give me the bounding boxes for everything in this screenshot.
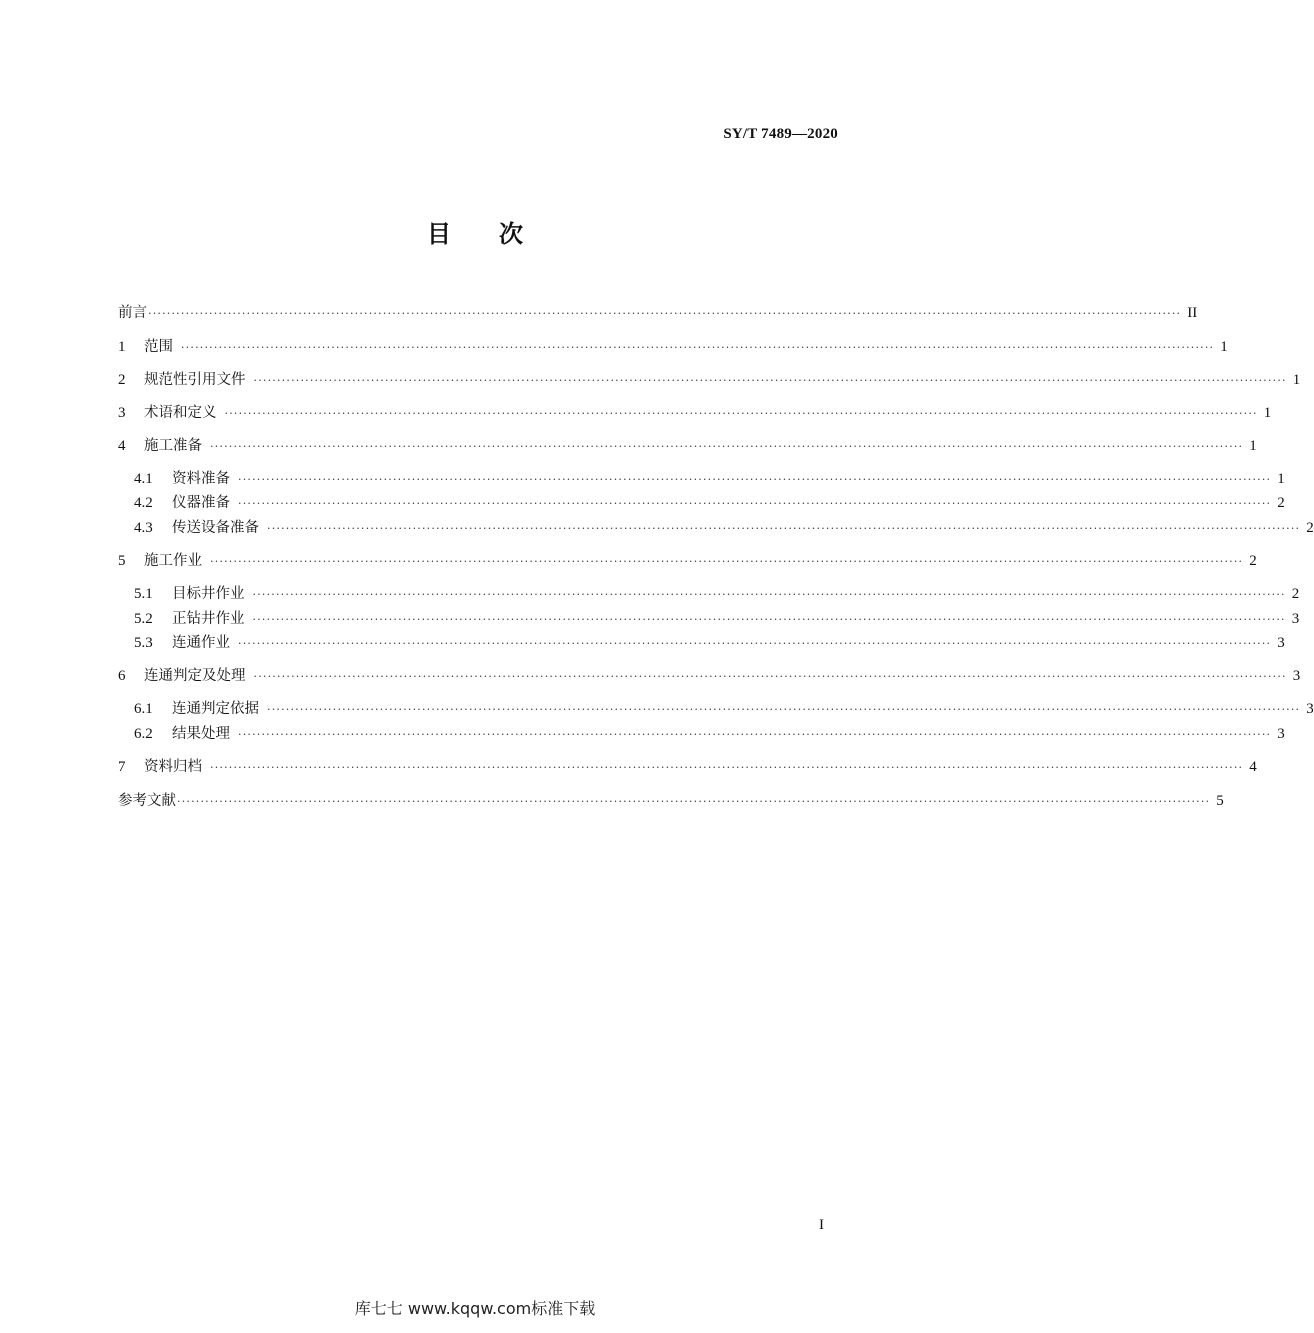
toc-entry-number: 4.3 <box>134 520 153 536</box>
toc-entry-number: 6 <box>118 668 126 684</box>
toc-entry-number: 6.2 <box>134 726 153 742</box>
toc-entry-page: 3 <box>1292 668 1301 684</box>
toc-entry-label: 前言 <box>118 305 147 321</box>
toc-entry-label: 结果处理 <box>172 726 230 742</box>
toc-entry-page: 2 <box>1277 495 1285 511</box>
toc-entry-label: 规范性引用文件 <box>144 372 246 388</box>
toc-entry-label: 连通判定及处理 <box>144 668 246 684</box>
toc-entry[interactable] <box>134 607 1300 631</box>
toc-entry-number: 5.2 <box>134 611 153 627</box>
toc-entry[interactable] <box>118 301 1198 325</box>
toc-entry-page: 1 <box>1263 405 1272 421</box>
toc-entry-page: II <box>1187 305 1198 321</box>
toc-entry-page: 3 <box>1306 701 1314 717</box>
toc-entry[interactable] <box>134 467 1285 491</box>
toc-dot-leader: ···························································································································································································································· <box>177 795 1211 808</box>
toc-dot-leader: ···························································································································································································································· <box>210 555 1244 568</box>
toc-entry-page: 3 <box>1277 635 1285 651</box>
toc-entry-number: 6.1 <box>134 701 153 717</box>
toc-dot-leader: ···························································································································································································································· <box>224 407 1258 420</box>
toc-dot-leader: ···························································································································································································································· <box>148 307 1182 320</box>
toc-entry[interactable] <box>134 516 1314 540</box>
page-title: 目次 <box>427 220 571 248</box>
toc-entry-page: 1 <box>1249 438 1257 454</box>
toc-dot-leader: ···························································································································································································································· <box>267 703 1301 716</box>
toc-entry-number: 5 <box>118 553 126 569</box>
toc-dot-leader: ···························································································································································································································· <box>238 497 1272 510</box>
toc-entry-number: 1 <box>118 339 126 355</box>
toc-entry-label: 施工作业 <box>144 553 202 569</box>
toc-entry[interactable] <box>118 755 1257 779</box>
toc-entry-label: 施工准备 <box>144 438 202 454</box>
toc-entry-number: 3 <box>118 405 126 421</box>
toc-entry-number: 4 <box>118 438 126 454</box>
toc-dot-leader: ···························································································································································································································· <box>210 440 1244 453</box>
toc-entry-label: 目标井作业 <box>172 586 245 602</box>
toc-dot-leader: ···························································································································································································································· <box>252 588 1286 601</box>
toc-entry-label: 传送设备准备 <box>172 520 259 536</box>
toc-entry[interactable] <box>118 335 1228 359</box>
toc-entry[interactable] <box>134 722 1285 746</box>
toc-entry-page: 3 <box>1291 611 1300 627</box>
toc-entry[interactable] <box>134 582 1300 606</box>
toc-dot-leader: ···························································································································································································································· <box>252 613 1286 626</box>
toc-dot-leader: ···························································································································································································································· <box>253 670 1287 683</box>
toc-entry[interactable] <box>118 401 1272 425</box>
page-number: I <box>819 1217 824 1233</box>
toc-entry-label: 连通作业 <box>172 635 230 651</box>
toc-entry-page: 4 <box>1249 759 1257 775</box>
toc-entry-label: 范围 <box>144 339 173 355</box>
toc-entry[interactable] <box>118 368 1301 392</box>
toc-entry[interactable] <box>118 789 1224 813</box>
watermark-text: 库七七 www.kqqw.com标准下载 <box>354 1299 596 1318</box>
toc-entry-page: 2 <box>1306 520 1314 536</box>
toc-dot-leader: ···························································································································································································································· <box>267 522 1301 535</box>
toc-entry-label: 连通判定依据 <box>172 701 259 717</box>
toc-dot-leader: ···························································································································································································································· <box>238 728 1272 741</box>
toc-entry-page: 2 <box>1291 586 1300 602</box>
toc-dot-leader: ···························································································································································································································· <box>210 761 1244 774</box>
toc-entry-label: 参考文献 <box>118 793 176 809</box>
toc-entry-page: 1 <box>1277 471 1285 487</box>
toc-entry[interactable] <box>118 434 1257 458</box>
toc-entry-label: 仪器准备 <box>172 495 230 511</box>
toc-entry-page: 5 <box>1216 793 1224 809</box>
toc-entry-page: 2 <box>1249 553 1257 569</box>
toc-dot-leader: ···························································································································································································································· <box>238 473 1272 486</box>
toc-dot-leader: ···························································································································································································································· <box>253 374 1287 387</box>
toc-entry-number: 4.1 <box>134 471 153 487</box>
toc-entry[interactable] <box>118 664 1301 688</box>
document-code: SY/T 7489—2020 <box>723 126 838 142</box>
toc-entry-page: 1 <box>1220 339 1228 355</box>
toc-entry-number: 5.3 <box>134 635 153 651</box>
toc-entry[interactable] <box>118 549 1257 573</box>
toc-entry-label: 资料归档 <box>144 759 202 775</box>
toc-entry[interactable] <box>134 697 1314 721</box>
toc-entry-label: 资料准备 <box>172 471 230 487</box>
toc-entry-page: 1 <box>1292 372 1301 388</box>
toc-entry-page: 3 <box>1277 726 1285 742</box>
toc-entry[interactable] <box>134 631 1285 655</box>
toc-dot-leader: ···························································································································································································································· <box>238 637 1272 650</box>
toc-entry-number: 4.2 <box>134 495 153 511</box>
toc-entry-label: 术语和定义 <box>144 405 217 421</box>
toc-entry-number: 2 <box>118 372 126 388</box>
toc-entry-number: 5.1 <box>134 586 153 602</box>
toc-dot-leader: ···························································································································································································································· <box>181 341 1215 354</box>
toc-entry-label: 正钻井作业 <box>172 611 245 627</box>
toc-entry[interactable] <box>134 491 1285 515</box>
toc-entry-number: 7 <box>118 759 126 775</box>
